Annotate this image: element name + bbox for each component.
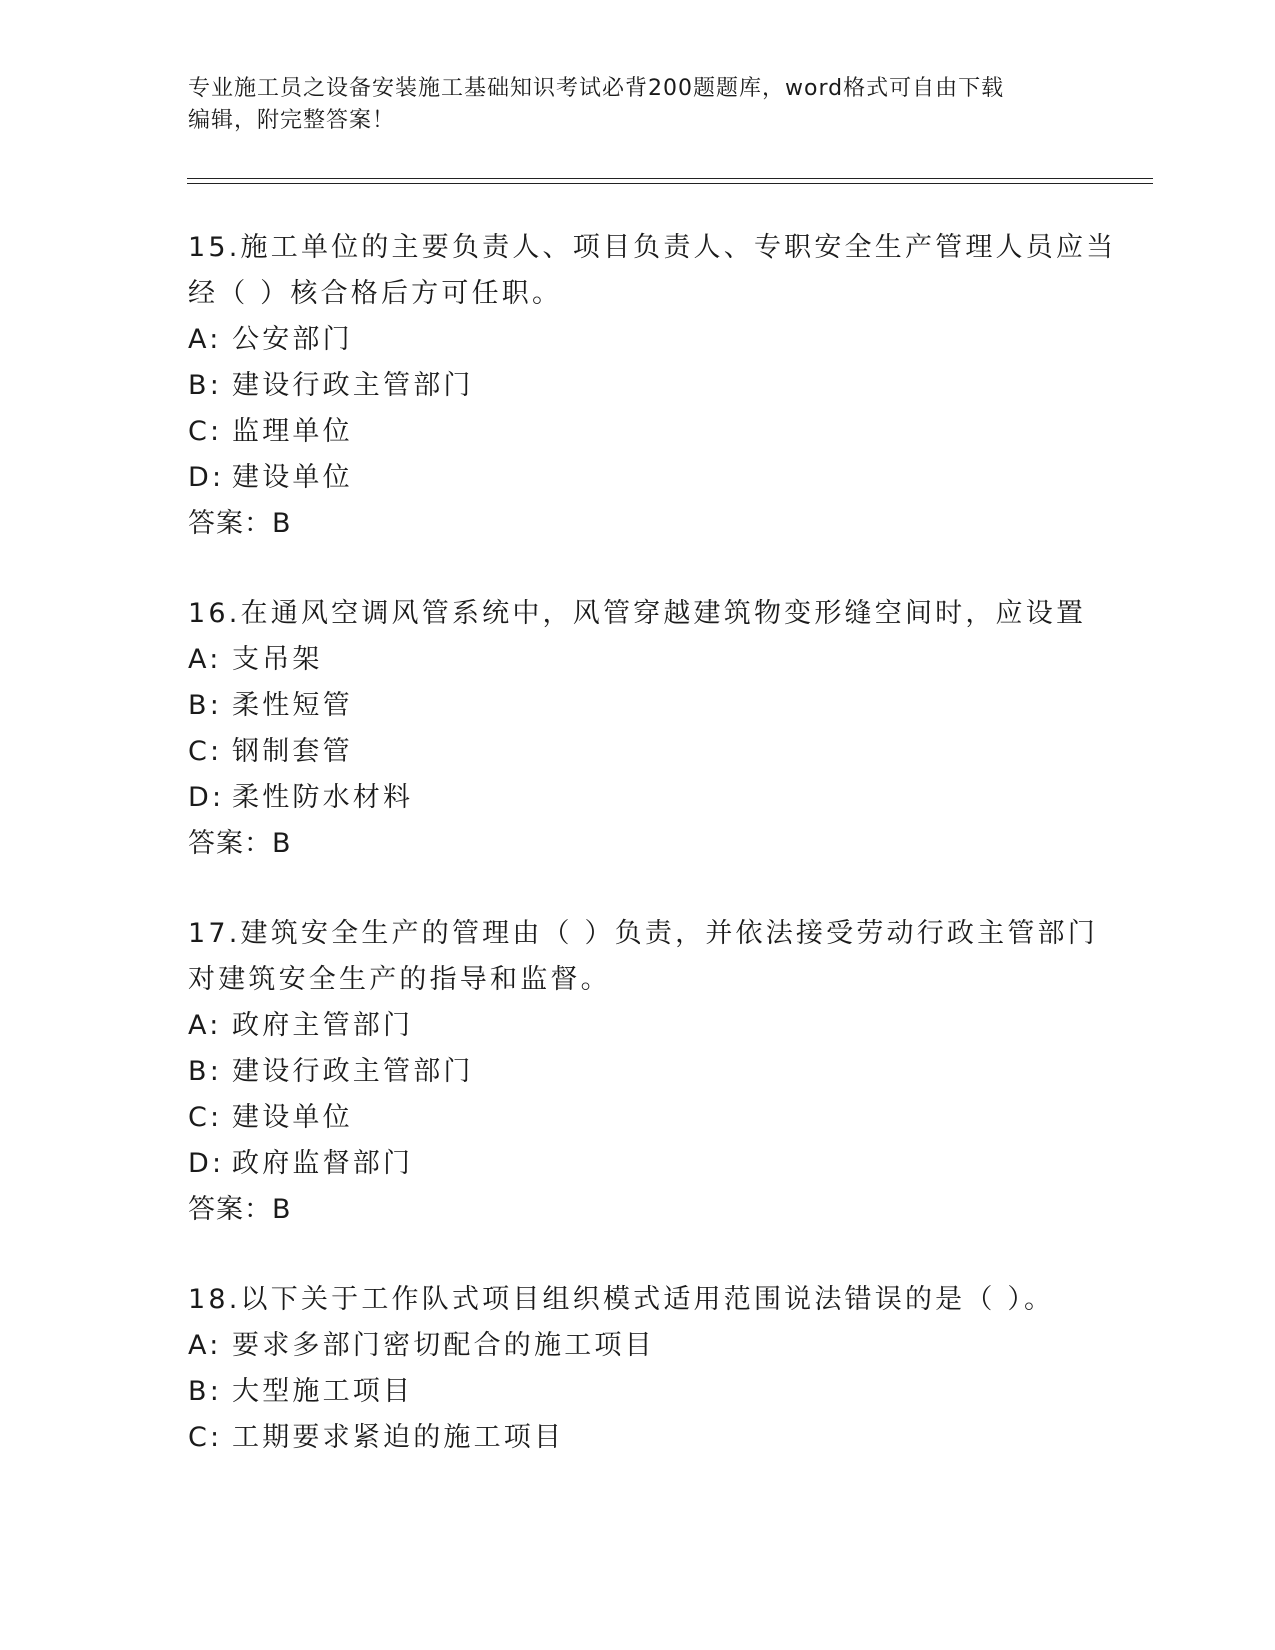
header-line-1: 专业施工员之设备安装施工基础知识考试必背200题题库，word格式可自由下载 [188, 76, 1005, 101]
header-divider-top [187, 178, 1153, 179]
option-text: 工期要求紧迫的施工项目 [232, 1422, 565, 1453]
option-letter: C: [188, 1422, 223, 1453]
option-text: 支吊架 [232, 644, 323, 675]
option-letter: C: [188, 416, 223, 447]
option-letter: B: [188, 690, 223, 721]
option-a [188, 1003, 1088, 1049]
option-letter: B: [188, 1056, 223, 1087]
option-letter: A: [188, 1010, 222, 1041]
option-b [188, 363, 1088, 409]
option-letter: C: [188, 1102, 223, 1133]
option-a [188, 637, 1088, 683]
answer-label: 答案：B [188, 1194, 292, 1225]
option-text: 政府监督部门 [232, 1148, 414, 1179]
option-c [188, 409, 1088, 455]
option-text: 监理单位 [232, 416, 353, 447]
option-c [188, 1095, 1088, 1141]
question-stem-line: 15.施工单位的主要负责人、项目负责人、专职安全生产管理人员应当 [188, 232, 1117, 263]
answer-label: 答案：B [188, 828, 292, 859]
option-letter: D: [188, 782, 225, 813]
option-letter: B: [188, 1376, 223, 1407]
option-text: 建设单位 [232, 1102, 353, 1133]
question-stem-line: 18.以下关于工作队式项目组织模式适用范围说法错误的是（ ）。 [188, 1284, 1055, 1315]
option-b [188, 683, 1088, 729]
option-letter: C: [188, 736, 223, 767]
option-text: 建设行政主管部门 [232, 370, 474, 401]
option-letter: A: [188, 1330, 222, 1361]
question-stem-line: 经（ ）核合格后方可任职。 [188, 278, 563, 309]
option-b [188, 1369, 1088, 1415]
option-text: 钢制套管 [232, 736, 353, 767]
option-letter: A: [188, 324, 222, 355]
option-text: 柔性防水材料 [232, 782, 414, 813]
option-text: 建设行政主管部门 [232, 1056, 474, 1087]
option-d [188, 775, 1088, 821]
option-text: 建设单位 [232, 462, 353, 493]
option-text: 要求多部门密切配合的施工项目 [232, 1330, 655, 1361]
option-b [188, 1049, 1088, 1095]
option-letter: A: [188, 644, 222, 675]
option-text: 公安部门 [232, 324, 353, 355]
option-text: 柔性短管 [232, 690, 353, 721]
header-divider-bottom [187, 183, 1153, 184]
option-c [188, 729, 1088, 775]
question-18 [188, 1277, 1088, 1461]
option-d [188, 455, 1088, 501]
option-letter: B: [188, 370, 223, 401]
option-a [188, 317, 1088, 363]
option-d [188, 1141, 1088, 1187]
option-letter: D: [188, 1148, 225, 1179]
option-a [188, 1323, 1088, 1369]
header-line-2: 编辑，附完整答案！ [188, 108, 396, 133]
document-header [188, 73, 1088, 137]
question-stem-line: 对建筑安全生产的指导和监督。 [188, 964, 611, 995]
option-text: 政府主管部门 [232, 1010, 414, 1041]
question-17 [188, 911, 1098, 1233]
question-15 [188, 225, 1117, 547]
option-letter: D: [188, 462, 225, 493]
question-stem-line: 17.建筑安全生产的管理由（ ）负责，并依法接受劳动行政主管部门 [188, 918, 1098, 949]
answer-label: 答案：B [188, 508, 292, 539]
option-c [188, 1415, 1088, 1461]
question-stem-line: 16.在通风空调风管系统中，风管穿越建筑物变形缝空间时，应设置 [188, 598, 1087, 629]
question-16 [188, 591, 1088, 867]
option-text: 大型施工项目 [232, 1376, 414, 1407]
